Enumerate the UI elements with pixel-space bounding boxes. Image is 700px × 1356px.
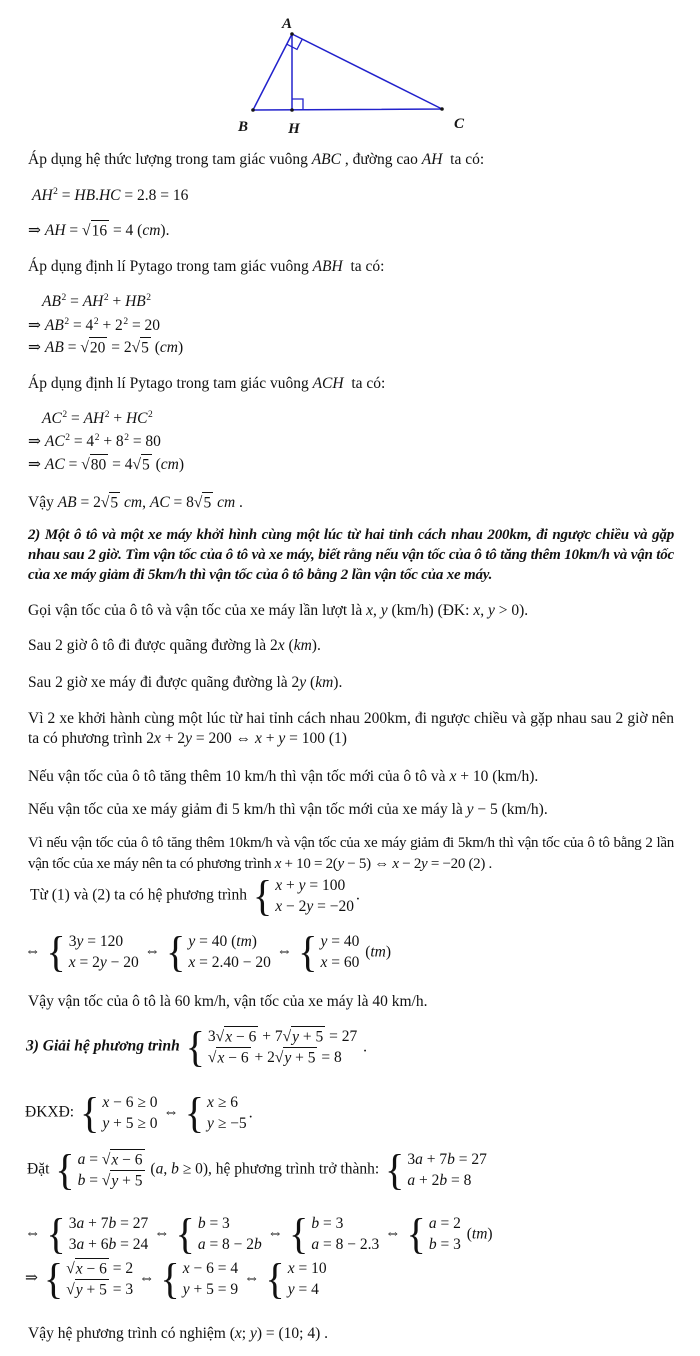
doc-line-2: $AH^2 = HB.HC = 2.8 = 16$ <box>32 186 189 204</box>
doc-line-11: ⇒ AC = √80 = 4√5 (cm) <box>28 455 674 475</box>
doc-line-6: ⇒ $AB^2 = 4^2 + 2^2 = 20$ <box>28 316 161 334</box>
doc-line-21: Từ (1) và (2) ta có hệ phương trình { x + y = 100 x − 2y = −20 . <box>30 871 360 920</box>
doc-line-25: ĐKXĐ: { x − 6 ≥ 0 y + 5 ≥ 0 ⇔ { x ≥ 6 y ≥ −5 . <box>25 1088 253 1137</box>
doc-line-15: Sau 2 giờ ô tô đi được quãng đường là 2x (km). <box>28 637 321 654</box>
doc-line-24: 3) Giải hệ phương trình { 3√x − 6 + 7√y + 5 = 27 √x − 6 + 2√y + 5 = 8 . <box>26 1022 367 1071</box>
vertex-label-a: A <box>281 16 293 32</box>
doc-line-22: ⇔ { 3y = 120 x = 2y − 20 ⇔ { y = 40 (tm) x = 2.40 − 20 ⇔ { y = 40 x = 60 (tm) <box>25 927 392 976</box>
doc-line-5: $AB^2 = AH^2 + HB^2$ <box>42 292 152 310</box>
triangle-outline <box>253 34 442 110</box>
doc-line-12: Vậy AB = 2√5 cm, AC = 8√5 cm . <box>28 493 674 513</box>
doc-line-7: ⇒ AB = √20 = 2√5 (cm) <box>28 338 674 358</box>
doc-line-23: Vậy vận tốc của ô tô là 60 km/h, vận tốc của xe máy là 40 km/h. <box>28 993 428 1010</box>
right-angle-mark-h <box>292 99 303 110</box>
doc-line-18: Nếu vận tốc của ô tô tăng thêm 10 km/h thì vận tốc mới của ô tô và x + 10 (km/h). <box>28 768 539 785</box>
triangle-diagram <box>228 4 480 138</box>
vertex-label-h: H <box>288 121 300 137</box>
doc-line-1: Áp dụng hệ thức lượng trong tam giác vuông ABC , đường cao AH ta có: <box>28 151 485 168</box>
vertex-label-c: C <box>453 116 465 132</box>
doc-line-14: Gọi vận tốc của ô tô và vận tốc của xe máy lần lượt là x, y (km/h) (ĐK: x, y > 0). <box>28 602 529 619</box>
doc-line-29: Vậy hệ phương trình có nghiệm (x; y) = (10; 4) . <box>28 1325 328 1342</box>
doc-line-3: ⇒ AH = √16 = 4 (cm). <box>28 221 674 241</box>
vertex-dot-a <box>290 32 294 36</box>
vertex-dot-c <box>440 107 444 111</box>
vertex-dot-h <box>290 108 294 112</box>
doc-line-19: Nếu vận tốc của xe máy giảm đi 5 km/h thì vận tốc mới của xe máy là y − 5 (km/h). <box>28 801 548 818</box>
vertex-label-b: B <box>237 119 249 135</box>
doc-line-20: Vì nếu vận tốc của ô tô tăng thêm 10km/h và vận tốc của xe máy giảm đi 5km/h thì vận tốc của ô tô bằng 2 lần vận tốc của xe máy nên ta có phương trình x + 10 = 2(y − 5) ⇔ x − 2y = −20 (2) . <box>28 835 674 872</box>
doc-line-26: Đặt { a = √x − 6 b = √y + 5 (a, b ≥ 0), hệ phương trình trở thành: { 3a + 7b = 27 a + 2b = 8 <box>27 1145 487 1194</box>
doc-line-9: $AC^2 = AH^2 + HC^2$ <box>42 409 153 427</box>
doc-line-4: Áp dụng định lí Pytago trong tam giác vuông ABH ta có: <box>28 258 385 275</box>
doc-line-8: Áp dụng định lí Pytago trong tam giác vuông ACH ta có: <box>28 375 386 392</box>
doc-line-13: 2) Một ô tô và một xe máy khởi hình cùng một lúc từ hai tỉnh cách nhau 200km, đi ngược chiều và gặp nhau sau 2 giờ. Tìm vận tốc của ô tô và xe máy, biết rằng nếu vận tốc của ô tô tăng thêm 10km/h và vận tốc của xe máy giảm đi 5km/h thì vận tốc của ô tô bằng 2 lần vận tốc của xe máy. <box>28 527 674 583</box>
doc-line-16: Sau 2 giờ xe máy đi được quãng đường là 2y (km). <box>28 674 343 691</box>
vertex-dot-b <box>251 108 255 112</box>
doc-line-17: Vì 2 xe khởi hành cùng một lúc từ hai tỉnh cách nhau 200km, đi ngược chiều và gặp nhau sau 2 giờ nên ta có phương trình 2x + 2y = 200 ⇔ x + y = 100 (1) <box>28 710 674 747</box>
doc-line-27: ⇔ { 3a + 7b = 27 3a + 6b = 24 ⇔ { b = 3 a = 8 − 2b ⇔ { b = 3 a = 8 − 2.3 ⇔ { a = 2 b = 3 (tm) <box>25 1209 493 1258</box>
doc-line-28: ⇒ { √x − 6 = 2 √y + 5 = 3 ⇔ { x − 6 = 4 y + 5 = 9 ⇔ { x = 10 y = 4 <box>25 1254 327 1303</box>
doc-line-10: ⇒ $AC^2 = 4^2 + 8^2 = 80$ <box>28 432 161 450</box>
